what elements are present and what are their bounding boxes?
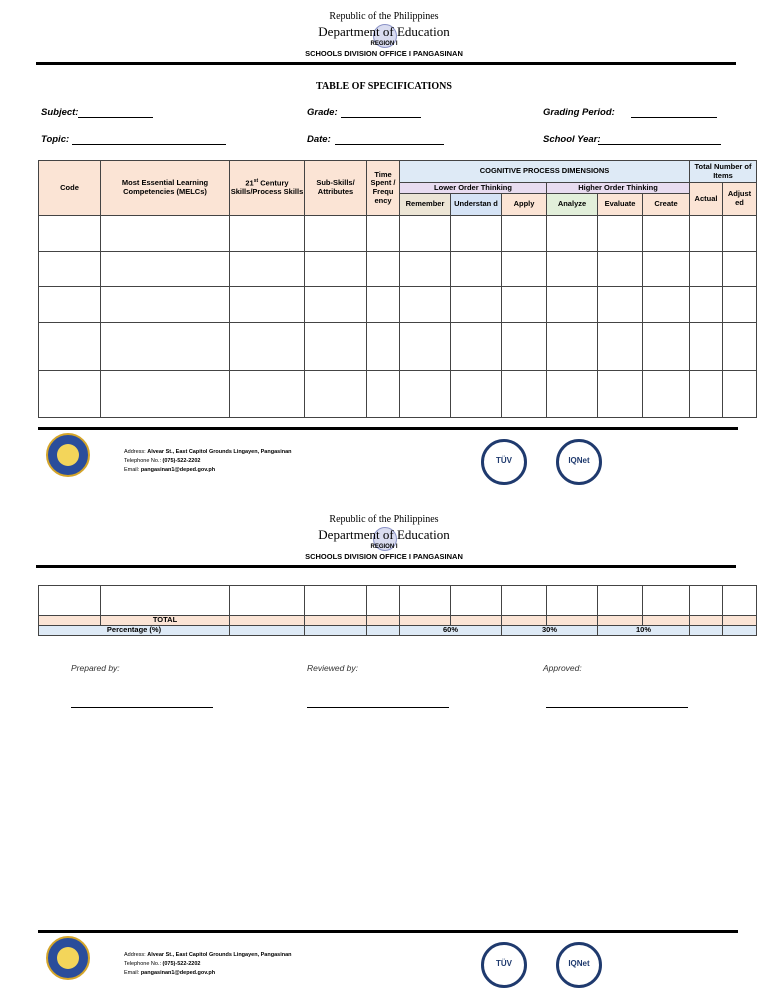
address-text: Alvear St., East Capitol Grounds Lingayen, Pangasinan [147, 952, 292, 958]
total-label: TOTAL [101, 616, 230, 626]
lower-order-header: Lower Order Thinking [400, 183, 547, 194]
lower-order-percentage: 60% [400, 626, 502, 636]
subject-label: Subject: [41, 107, 79, 118]
address-label: Address: [124, 952, 146, 958]
prepared-by-signature-line[interactable] [71, 707, 213, 708]
phone-label: Telephone No.: [124, 961, 161, 967]
date-label: Date: [307, 134, 331, 145]
percentage-row [39, 626, 757, 636]
subskills-header: Sub-Skills/ Attributes [305, 161, 367, 216]
tuv-badge-text: TÜV [496, 456, 512, 465]
header-rule [36, 565, 736, 568]
summary-table [38, 585, 757, 636]
footer-rule [38, 930, 738, 933]
grading-period-field[interactable] [631, 117, 717, 118]
email-text: pangasinan1@deped.gov.ph [140, 467, 216, 473]
iqnet-certification-icon [556, 439, 602, 485]
region-label: REGION I [370, 41, 398, 47]
understand-header: Understan d [451, 194, 502, 216]
grade-label: Grade: [307, 107, 338, 118]
code-header: Code [39, 161, 101, 216]
address-text: Alvear St., East Capitol Grounds Lingayen, Pangasinan [147, 449, 292, 455]
grade-field[interactable] [341, 117, 421, 118]
apply-header: Apply [502, 194, 547, 216]
tuv-badge-text: TÜV [496, 959, 512, 968]
address-block [124, 448, 292, 475]
sdo-logo-icon [46, 433, 90, 477]
address-label: Address: [124, 449, 146, 455]
evaluate-header: Evaluate [598, 194, 643, 216]
division-heading: SCHOOLS DIVISION OFFICE I PANGASINAN [305, 49, 463, 58]
create-header: Create [643, 194, 690, 216]
century-suffix: st [253, 178, 259, 185]
remember-header: Remember [400, 194, 451, 216]
sdo-logo-icon [46, 936, 90, 980]
approved-label: Approved: [543, 663, 582, 673]
address-block [124, 951, 292, 978]
adjusted-header: Adjust ed [723, 183, 757, 216]
approved-signature-line[interactable] [546, 707, 688, 708]
higher-order-header: Higher Order Thinking [547, 183, 690, 194]
table-row [39, 252, 757, 287]
topic-field[interactable] [72, 144, 226, 145]
division-heading: SCHOOLS DIVISION OFFICE I PANGASINAN [305, 552, 463, 561]
phone-text: (075)-522-2202 [162, 961, 201, 967]
total-items-header: Total Number of Items [690, 161, 757, 183]
table-row [39, 586, 757, 616]
date-field[interactable] [335, 144, 444, 145]
iqnet-certification-icon [556, 942, 602, 988]
footer-rule [38, 427, 738, 430]
melcs-header: Most Essential Learning Competencies (MELCs) [101, 161, 230, 216]
table-row [39, 371, 757, 418]
phone-text: (075)-522-2202 [162, 458, 201, 464]
analyze-header: Analyze [547, 194, 598, 216]
specifications-table [38, 160, 757, 418]
phone-label: Telephone No.: [124, 458, 161, 464]
header-rule [36, 62, 736, 65]
iqnet-badge-text: IQNet [568, 456, 590, 465]
reviewed-by-signature-line[interactable] [307, 707, 449, 708]
tuv-certification-icon [481, 439, 527, 485]
higher-order-percentage: 10% [598, 626, 690, 636]
percentage-label: Percentage (%) [39, 626, 230, 636]
century-skills-header [230, 161, 305, 216]
table-row [39, 323, 757, 371]
region-label: REGION I [370, 544, 398, 550]
republic-heading: Republic of the Philippines [329, 514, 439, 525]
department-heading: Department of Education [318, 24, 450, 39]
email-label: Email: [124, 467, 140, 473]
century-text: Century Skills/Process Skills [230, 178, 304, 197]
cpd-header: COGNITIVE PROCESS DIMENSIONS [400, 161, 690, 183]
actual-header: Actual [690, 183, 723, 216]
century-number: 21 [245, 178, 254, 188]
reviewed-by-label: Reviewed by: [307, 663, 359, 673]
republic-heading: Republic of the Philippines [329, 11, 439, 22]
page-title: TABLE OF SPECIFICATIONS [316, 81, 452, 92]
time-spent-header: Time Spent / Frequ ency [367, 161, 400, 216]
table-row [39, 216, 757, 252]
grading-period-label: Grading Period: [543, 107, 615, 118]
topic-label: Topic: [41, 134, 70, 145]
school-year-field[interactable] [598, 144, 721, 145]
total-row [39, 616, 757, 626]
subject-field[interactable] [78, 117, 153, 118]
iqnet-badge-text: IQNet [568, 959, 590, 968]
department-heading: Department of Education [318, 527, 450, 542]
school-year-label: School Year: [543, 134, 601, 145]
apply-analyze-percentage: 30% [502, 626, 598, 636]
table-row [39, 287, 757, 323]
email-text: pangasinan1@deped.gov.ph [140, 970, 216, 976]
tuv-certification-icon [481, 942, 527, 988]
email-label: Email: [124, 970, 140, 976]
prepared-by-label: Prepared by: [71, 663, 120, 673]
